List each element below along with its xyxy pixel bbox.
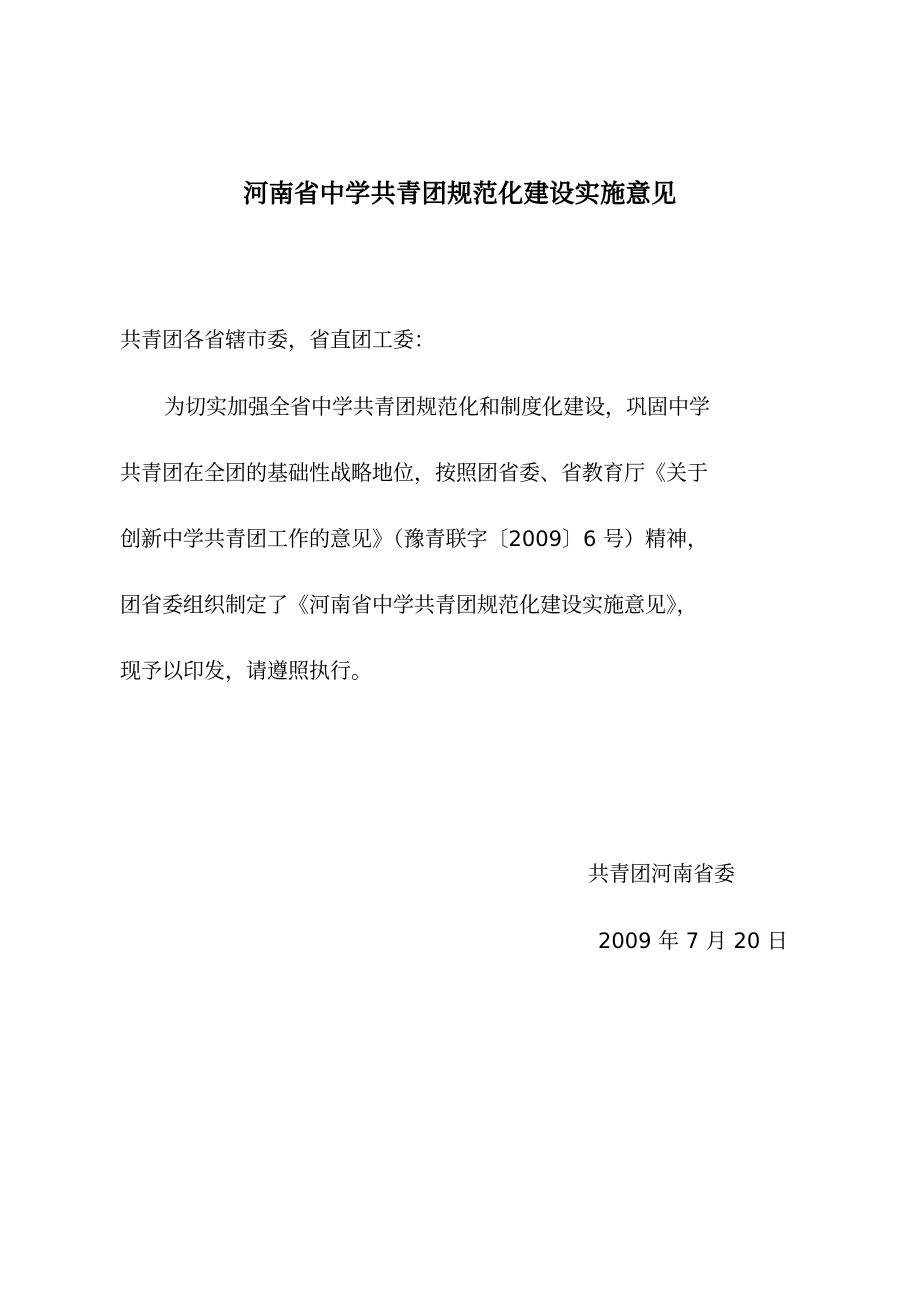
body-line-4: 团省委组织制定了《河南省中学共青团规范化建设实施意见》， bbox=[120, 593, 698, 617]
signature-date: 2009 年 7 月 20 日 bbox=[598, 929, 788, 953]
salutation: 共青团各省辖市委，省直团工委： bbox=[120, 328, 435, 352]
body-line-2: 共青团在全团的基础性战略地位，按照团省委、省教育厅《关于 bbox=[120, 461, 708, 485]
body-line-5: 现予以印发，请遵照执行。 bbox=[120, 659, 372, 683]
body-line-3: 创新中学共青团工作的意见》（豫青联字〔2009〕6 号）精神， bbox=[120, 527, 708, 551]
body-line-1: 为切实加强全省中学共青团规范化和制度化建设，巩固中学 bbox=[164, 395, 710, 419]
document-title: 河南省中学共青团规范化建设实施意见 bbox=[243, 179, 677, 208]
signature-organization: 共青团河南省委 bbox=[588, 862, 735, 886]
